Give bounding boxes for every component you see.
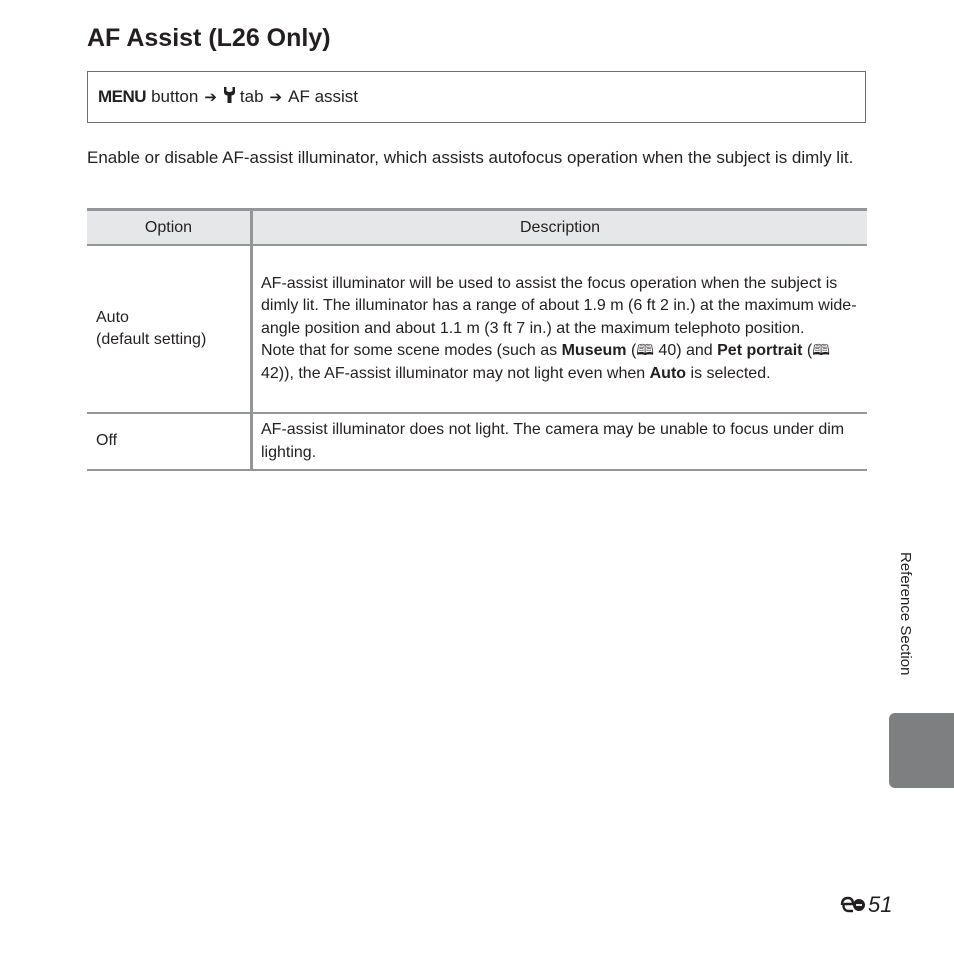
book-icon: 🕮	[812, 342, 830, 360]
menu-item-name: AF assist	[288, 87, 359, 106]
pet-portrait-mode: Pet portrait	[717, 342, 803, 360]
description-cell: AF-assist illuminator does not light. The camera may be unable to focus under dim lighting.	[252, 413, 868, 470]
page-number-text: 51	[868, 892, 893, 917]
table-row	[87, 413, 867, 470]
arrow-icon: ➔	[269, 89, 283, 106]
page-title: AF Assist (L26 Only)	[87, 24, 331, 52]
wrench-icon	[223, 86, 236, 109]
museum-mode: Museum	[561, 342, 627, 360]
arrow-icon: ➔	[204, 89, 217, 106]
section-tab	[889, 713, 954, 788]
section-label: Reference Section	[897, 552, 914, 676]
table-row	[87, 245, 867, 413]
description-text: AF-assist illuminator will be used to assist the focus operation when the subject is dimly lit. The illuminator has a range of about 1.9 m (6 ft 2 in.) at the maximum wide-angle position and about 1.1 m (3 ft 7 in.) at the maximum telephoto position.	[261, 274, 857, 337]
option-cell	[87, 245, 252, 413]
options-table	[87, 208, 867, 471]
description-note: Note that for some scene modes (such as Museum (🕮 40) and Pet portrait (🕮 42)), the AF-assist illuminator may not light even when Auto is selected.	[261, 342, 830, 382]
intro-paragraph: Enable or disable AF-assist illuminator, which assists autofocus operation when the subject is dimly lit.	[87, 148, 854, 167]
book-icon: 🕮	[636, 342, 654, 360]
page-number	[840, 892, 892, 918]
description-cell	[252, 245, 868, 413]
auto-setting: Auto	[649, 364, 687, 382]
tab-word: tab	[239, 87, 264, 106]
option-note: (default setting)	[96, 331, 207, 348]
option-cell: Off	[87, 413, 252, 470]
description-header: Description	[252, 210, 868, 246]
reference-section-icon	[840, 895, 866, 915]
option-name: Auto	[96, 308, 129, 326]
menu-button-label: MENU	[98, 87, 147, 106]
button-word: button	[151, 87, 199, 106]
menu-path-box	[87, 71, 866, 123]
option-header: Option	[87, 210, 252, 246]
